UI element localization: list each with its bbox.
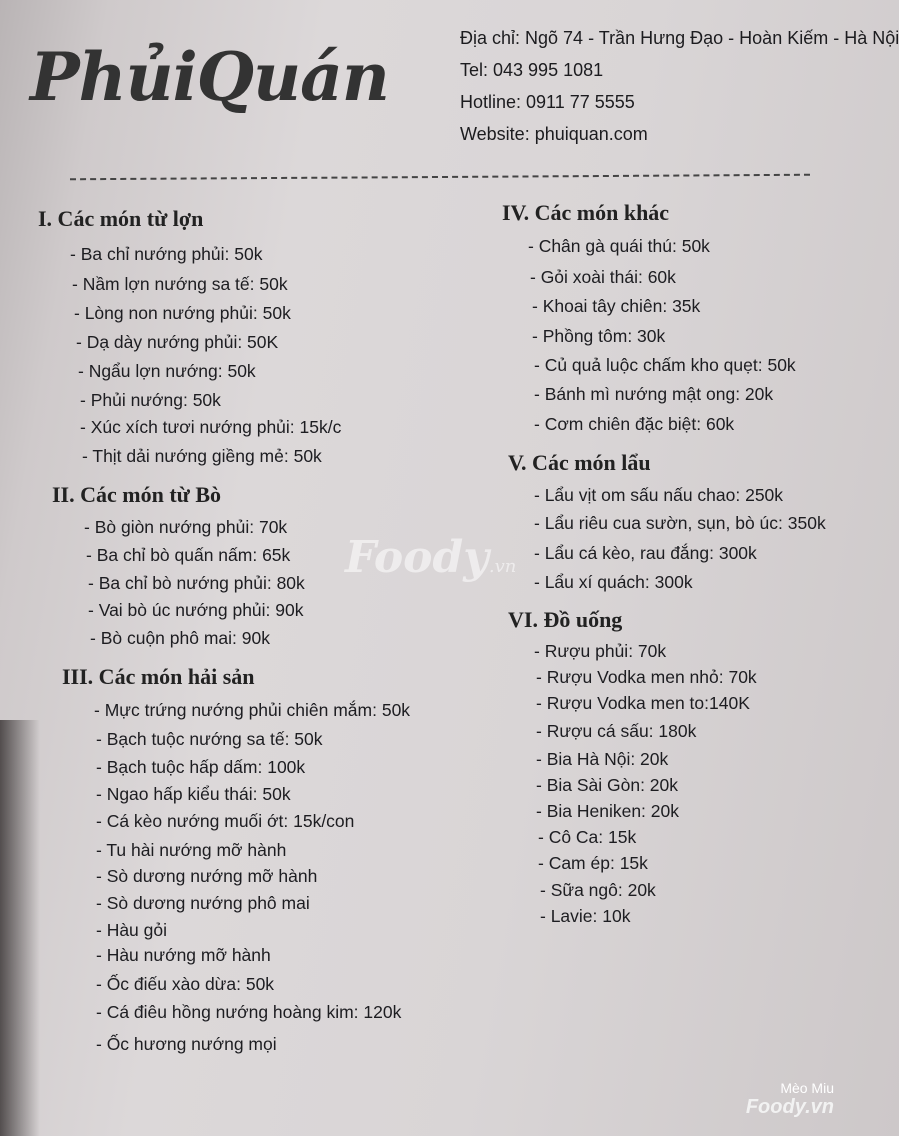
menu-item: - Bia Sài Gòn: 20k	[536, 775, 679, 795]
menu-item: - Củ quả luộc chấm kho quẹt: 50k	[534, 355, 796, 375]
menu-item: - Chân gà quái thú: 50k	[528, 236, 710, 256]
menu-item: - Phủi nướng: 50k	[80, 390, 221, 410]
menu-item: - Lòng non nướng phủi: 50k	[74, 303, 291, 323]
watermark-suffix: .vn	[488, 556, 517, 577]
menu-item: - Ngẩu lợn nướng: 50k	[78, 361, 256, 381]
menu-item: - Ba chỉ nướng phủi: 50k	[70, 244, 263, 264]
menu-item: - Dạ dày nướng phủi: 50K	[76, 332, 279, 352]
menu-item: - Bò giòn nướng phủi: 70k	[84, 517, 288, 537]
menu-item: - Hàu nướng mỡ hành	[96, 945, 271, 965]
menu-item: - Bò cuộn phô mai: 90k	[90, 628, 270, 648]
menu-item: - Ngao hấp kiểu thái: 50k	[96, 784, 291, 804]
menu-item: - Bạch tuộc hấp dấm: 100k	[96, 757, 306, 777]
menu-item: - Bia Heniken: 20k	[536, 801, 679, 821]
menu-item: - Ốc điếu xào dừa: 50k	[96, 974, 275, 994]
restaurant-logo: PhủiQuán	[30, 38, 389, 116]
section-title-beef: II. Các món từ Bò	[52, 482, 222, 507]
photo-shadow	[0, 720, 40, 1136]
menu-item: - Vai bò úc nướng phủi: 90k	[88, 600, 304, 620]
website-line: Website: phuiquan.com	[460, 124, 648, 144]
menu-item: - Phồng tôm: 30k	[532, 326, 666, 346]
menu-item: - Tu hài nướng mỡ hành	[96, 840, 287, 860]
section-title-drinks: VI. Đồ uống	[508, 607, 623, 632]
menu-item: - Nầm lợn nướng sa tế: 50k	[72, 274, 288, 294]
menu-item: - Sữa ngô: 20k	[540, 880, 656, 900]
menu-item: - Cam ép: 15k	[538, 853, 648, 873]
menu-item: - Sò dương nướng phô mai	[96, 893, 310, 913]
menu-item: - Thịt dải nướng giềng mẻ: 50k	[82, 446, 322, 466]
section-title-seafood: III. Các món hải sản	[62, 664, 255, 689]
section-title-pork: I. Các món từ lợn	[38, 206, 204, 231]
menu-item: - Lẩu cá kèo, rau đắng: 300k	[534, 543, 757, 563]
credit-brand: Foody.vn	[745, 1096, 834, 1118]
menu-item: - Rượu Vodka men to:140K	[536, 693, 750, 713]
menu-item: - Rượu phủi: 70k	[534, 641, 667, 661]
menu-item: - Cơm chiên đặc biệt: 60k	[534, 414, 735, 434]
menu-item: - Lẩu xí quách: 300k	[534, 572, 693, 592]
menu-item: - Ốc hương nướng mọi	[96, 1034, 277, 1054]
menu-item: - Xúc xích tươi nướng phủi: 15k/c	[80, 417, 342, 437]
menu-item: - Mực trứng nướng phủi chiên mắm: 50k	[94, 700, 411, 720]
section-title-others: IV. Các món khác	[502, 200, 670, 225]
photo-credit	[746, 1080, 834, 1119]
address-line: Địa chỉ: Ngõ 74 - Trần Hưng Đạo - Hoàn Kiếm - Hà Nội	[460, 28, 899, 48]
menu-item: - Gỏi xoài thái: 60k	[530, 267, 676, 287]
menu-item: - Bạch tuộc nướng sa tế: 50k	[96, 729, 323, 749]
menu-item: - Cá kèo nướng muối ớt: 15k/con	[96, 811, 355, 831]
menu-item: - Hàu gỏi	[96, 920, 168, 940]
tel-line: Tel: 043 995 1081	[460, 60, 604, 80]
credit-user: Mèo Miu	[780, 1080, 834, 1096]
menu-item: - Cá điêu hồng nướng hoàng kim: 120k	[96, 1002, 402, 1022]
menu-item: - Cô Ca: 15k	[538, 827, 637, 847]
menu-item: - Lẩu vịt om sấu nấu chao: 250k	[534, 485, 784, 505]
menu-item: - Khoai tây chiên: 35k	[532, 296, 701, 316]
menu-item: - Bánh mì nướng mật ong: 20k	[534, 384, 774, 404]
menu-item: - Bia Hà Nội: 20k	[536, 749, 669, 769]
watermark-main: Foody	[345, 532, 489, 583]
section-title-hotpot: V. Các món lẩu	[508, 450, 651, 475]
menu-item: - Lavie: 10k	[540, 906, 631, 926]
menu-item: - Rượu cá sấu: 180k	[536, 721, 697, 741]
hotline-line: Hotline: 0911 77 5555	[460, 92, 635, 112]
menu-item: - Rượu Vodka men nhỏ: 70k	[536, 667, 757, 687]
menu-item: - Sò dương nướng mỡ hành	[96, 866, 318, 886]
menu-item: - Ba chỉ bò nướng phủi: 80k	[88, 573, 305, 593]
contact-block	[460, 26, 899, 154]
menu-item: - Lẩu riêu cua sườn, sụn, bò úc: 350k	[534, 513, 826, 533]
dashed-divider	[70, 174, 810, 181]
foody-watermark	[345, 532, 516, 583]
menu-item: - Ba chỉ bò quấn nấm: 65k	[86, 545, 291, 565]
